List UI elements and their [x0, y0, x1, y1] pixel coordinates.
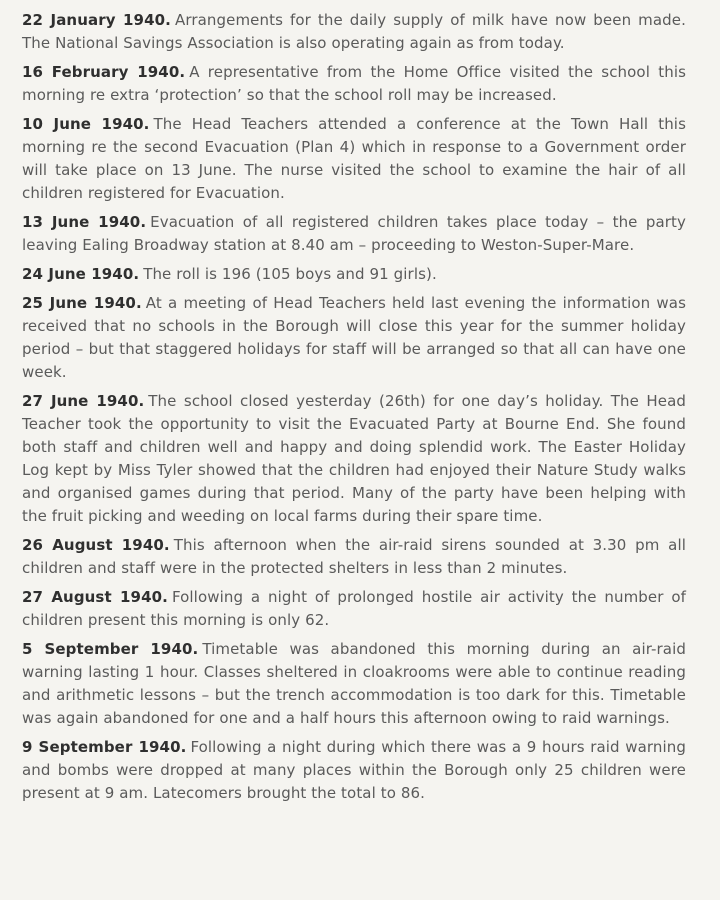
- log-entry: [22, 390, 686, 528]
- entry-date: 13 June 1940.: [22, 213, 147, 231]
- entry-date: 22 January 1940.: [22, 11, 171, 29]
- entry-text: A representative from the Home Office visited the school this morning re extra ‘protection’ so that the school roll may be increased.: [22, 63, 687, 104]
- entry-date: 25 June 1940.: [22, 294, 142, 312]
- log-entry: [22, 292, 686, 384]
- entry-date: 27 June 1940.: [22, 392, 145, 410]
- entry-text: The school closed yesterday (26th) for one day’s holiday. The Head Teacher took the opportunity to visit the Evacuated Party at Bourne End. She found both staff and children well and happy and doing splendid work. The Easter Holiday Log kept by Miss Tyler showed that the children had enjoyed their Nature Study walks and organised games during that period. Many of the party have been helping with the fruit picking and weeding on local farms during their spare time.: [22, 392, 686, 525]
- entry-text: Following a night of prolonged hostile air activity the number of children present this morning is only 62.: [22, 588, 686, 629]
- school-log-entries: [22, 9, 686, 811]
- log-entry: [22, 638, 686, 730]
- entry-date: 24 June 1940.: [22, 265, 140, 283]
- entry-text: The Head Teachers attended a conference at the Town Hall this morning re the second Evacuation (Plan 4) which in response to a Government order will take place on 13 June. The nurse visited the school to examine the hair of all children registered for Evacuation.: [22, 115, 686, 202]
- entry-text: Timetable was abandoned this morning during an air-raid warning lasting 1 hour. Classes sheltered in cloakrooms were able to continue reading and arithmetic lessons – but the trench accommodation is too dark for this. Timetable was again abandoned for one and a half hours this afternoon owing to raid warnings.: [22, 640, 686, 727]
- entry-date: 27 August 1940.: [22, 588, 168, 606]
- log-entry: [22, 736, 686, 805]
- entry-date: 16 February 1940.: [22, 63, 186, 81]
- log-entry: [22, 534, 686, 580]
- entry-date: 26 August 1940.: [22, 536, 170, 554]
- entry-text: The roll is 196 (105 boys and 91 girls).: [143, 265, 437, 283]
- entry-text: Evacuation of all registered children takes place today – the party leaving Ealing Broadway station at 8.40 am – proceeding to Weston-Super-Mare.: [22, 213, 686, 254]
- entry-date: 9 September 1940.: [22, 738, 187, 756]
- log-entry: [22, 211, 686, 257]
- entry-text: Following a night during which there was a 9 hours raid warning and bombs were dropped at many places within the Borough only 25 children were present at 9 am. Latecomers brought the total to 86.: [22, 738, 686, 802]
- log-entry: [22, 263, 686, 286]
- entry-text: At a meeting of Head Teachers held last evening the information was received that no schools in the Borough will close this year for the summer holiday period – but that staggered holidays for staff will be arranged so that all can have one week.: [22, 294, 686, 381]
- log-entry: [22, 586, 686, 632]
- log-entry: [22, 9, 686, 55]
- log-entry: [22, 113, 686, 205]
- entry-date: 5 September 1940.: [22, 640, 199, 658]
- entry-text: This afternoon when the air-raid sirens sounded at 3.30 pm all children and staff were in the protected shelters in less than 2 minutes.: [22, 536, 686, 577]
- entry-date: 10 June 1940.: [22, 115, 150, 133]
- entry-text: Arrangements for the daily supply of milk have now been made. The National Savings Association is also operating again as from today.: [22, 11, 686, 52]
- log-entry: [22, 61, 686, 107]
